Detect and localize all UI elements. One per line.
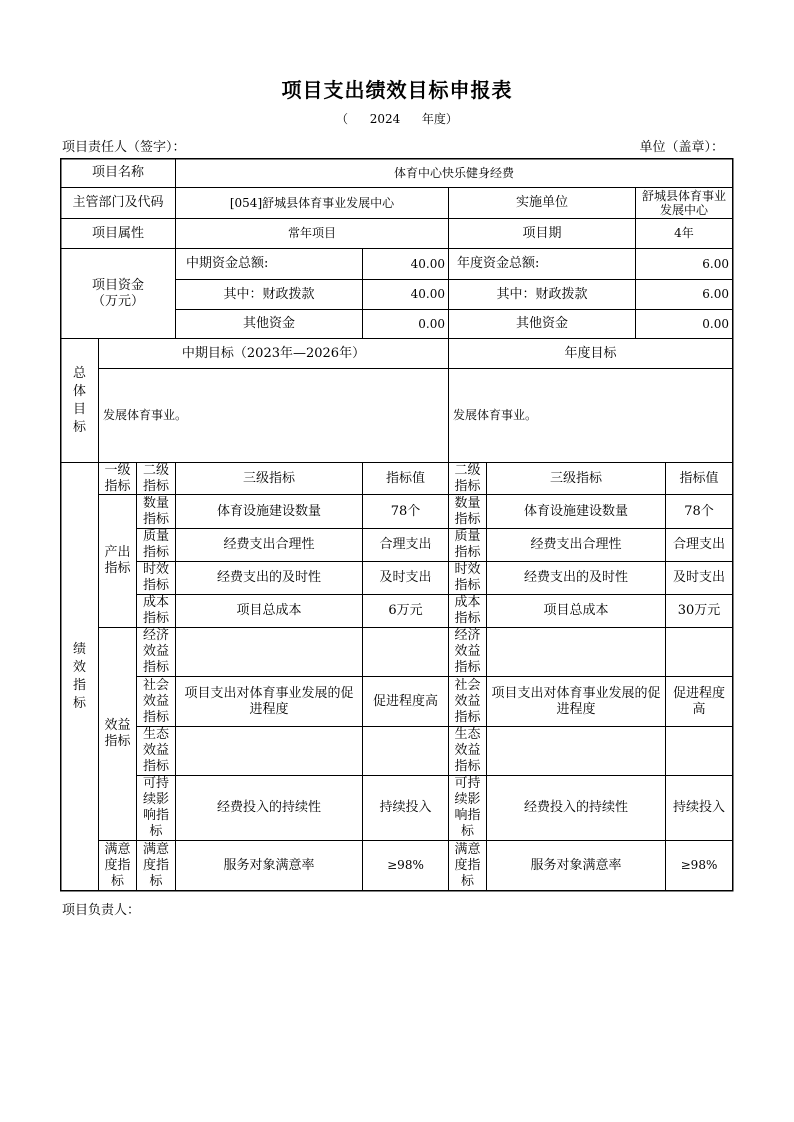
table-row-year-value: 78个: [684, 503, 714, 519]
page-title: 项目支出绩效目标申报表: [281, 78, 513, 102]
funds-label: 项目资金（万元）: [91, 277, 144, 309]
table-row-year-value: 合理支出: [672, 537, 725, 552]
impl-unit-label: 实施单位: [515, 195, 568, 210]
table-row-l2: 数量指标: [142, 495, 169, 527]
table-row-year-l3: 项目总成本: [543, 603, 609, 618]
table-row-year-l3: 服务对象满意率: [530, 857, 622, 873]
year-total-value: 6.00: [702, 256, 729, 271]
mid-total-label: 中期资金总额:: [186, 256, 269, 271]
table-row-year-l3: [487, 628, 665, 676]
year-value: 2024: [369, 112, 401, 126]
table-row-l2: 时效指标: [142, 562, 169, 593]
table-row-year-value: 及时支出: [672, 570, 725, 585]
table-row-l3: 经费支出的及时性: [216, 570, 321, 585]
table-row-year-value: 30万元: [677, 603, 721, 618]
attr-value: 常年项目: [287, 226, 336, 240]
table-row-mid-value: 及时支出: [379, 570, 432, 585]
table-row-mid-value: 持续投入: [379, 800, 432, 815]
table-row-mid-value: ≥98%: [387, 858, 424, 872]
year-col-val-header: 指标值: [679, 470, 719, 486]
year-other-label: 其他资金: [515, 316, 568, 331]
table-row-mid-value: 78个: [390, 503, 421, 519]
satisfaction-indicator-group: 满意度指标: [104, 841, 131, 889]
table-row-year-l2: 可持续影响指标: [454, 776, 481, 839]
table-row-year-l3: 项目支出对体育事业发展的促进程度: [491, 685, 661, 717]
table-row-l2: 成本指标: [142, 595, 169, 626]
impl-unit-value: 舒城县体育事业发展中心: [641, 189, 726, 217]
overall-goal-label: 总体目标: [72, 365, 86, 435]
attr-label: 项目属性: [91, 225, 144, 241]
period-label: 项目期: [522, 225, 562, 241]
table-row-year-value: [666, 628, 732, 676]
table-row-year-l2: 数量指标: [454, 495, 481, 527]
table-row-l3: 经费支出合理性: [223, 537, 315, 552]
table-row-l3: 经费投入的持续性: [216, 800, 321, 815]
table-row-year-l2: 经济效益指标: [454, 628, 481, 675]
project-leader-label: 项目负责人：: [62, 903, 141, 918]
project-name-label: 项目名称: [91, 165, 144, 180]
table-row-mid-value: [363, 628, 448, 676]
table-row-year-value: ≥98%: [680, 858, 718, 872]
table-row-year-l3: 体育设施建设数量: [523, 503, 628, 519]
table-row-l2: 生态效益指标: [142, 727, 169, 774]
table-row-year-l2: 时效指标: [454, 562, 481, 593]
table-row-l3: 服务对象满意率: [223, 857, 315, 873]
responsible-signature-label: 项目责任人（签字）：: [62, 140, 186, 155]
col-l1-header: 一级指标: [104, 463, 131, 494]
year-fiscal-label: 其中：财政拨款: [496, 286, 588, 302]
table-row-mid-value: 促进程度高: [372, 693, 438, 709]
output-indicator-group: 产出指标: [104, 545, 131, 576]
table-row-year-l2: 生态效益指标: [454, 727, 481, 774]
table-row-l3: 项目支出对体育事业发展的促进程度: [184, 685, 354, 717]
unit-stamp-label: 单位（盖章）：: [639, 140, 724, 155]
year-col-l2-header: 二级指标: [454, 463, 481, 494]
year-goal-header: 年度目标: [564, 345, 617, 361]
col-l2-header: 二级指标: [142, 463, 169, 494]
dept-label: 主管部门及代码: [72, 195, 164, 210]
period-value: 4年: [674, 226, 694, 240]
year-col-l3-header: 三级指标: [549, 470, 602, 486]
col-l3-header: 三级指标: [242, 470, 295, 486]
table-row-mid-value: 6万元: [388, 603, 423, 618]
benefit-indicator-group: 效益指标: [104, 718, 131, 749]
table-row-year-l3: 经费投入的持续性: [523, 800, 628, 815]
table-row-year-l3: [487, 727, 665, 775]
year-open: （: [336, 112, 349, 126]
project-name-value: 体育中心快乐健身经费: [393, 165, 514, 180]
year-fiscal-value: 6.00: [702, 287, 729, 301]
perf-indicator-label: 绩效指标: [72, 641, 86, 711]
table-row-year-l2: 社会效益指标: [454, 677, 481, 725]
mid-goal-text: 发展体育事业。: [103, 408, 188, 422]
year-total-label: 年度资金总额:: [457, 256, 540, 271]
year-goal-text: 发展体育事业。: [453, 408, 538, 422]
mid-other-value: 0.00: [418, 316, 445, 331]
mid-fiscal-value: 40.00: [410, 287, 445, 301]
table-row-l3: 项目总成本: [236, 603, 302, 618]
col-val-header: 指标值: [385, 470, 425, 486]
table-row-year-value: [666, 727, 732, 775]
mid-other-label: 其他资金: [242, 316, 295, 331]
table-row-l2: 社会效益指标: [142, 677, 169, 725]
mid-goal-header: 中期目标（2023年—2026年）: [181, 345, 366, 361]
table-row-year-value: 促进程度高: [672, 685, 725, 717]
mid-total-value: 40.00: [410, 256, 445, 271]
mid-fiscal-label: 其中：财政拨款: [223, 286, 315, 302]
table-row-l2: 可持续影响指标: [142, 776, 169, 839]
table-row-year-l2: 质量指标: [454, 529, 481, 560]
table-row-l2: 质量指标: [142, 529, 169, 560]
table-row-year-l2: 满意度指标: [454, 841, 481, 889]
table-row-year-l3: 经费支出的及时性: [523, 570, 628, 585]
table-row-l3: [176, 628, 362, 676]
table-row-mid-value: [363, 727, 448, 775]
table-row-l2: 满意度指标: [142, 841, 169, 889]
year-other-value: 0.00: [702, 316, 729, 331]
table-row-year-l3: 经费支出合理性: [530, 537, 622, 552]
table-row-mid-value: 合理支出: [379, 537, 432, 552]
table-row-l3: [176, 727, 362, 775]
table-row-year-value: 持续投入: [672, 800, 725, 815]
table-row-year-l2: 成本指标: [454, 595, 481, 626]
dept-value: [054]舒城县体育事业发展中心: [229, 195, 395, 210]
table-row-l2: 经济效益指标: [142, 628, 169, 675]
table-row-l3: 体育设施建设数量: [216, 503, 321, 519]
year-suffix: 年度）: [421, 112, 458, 126]
